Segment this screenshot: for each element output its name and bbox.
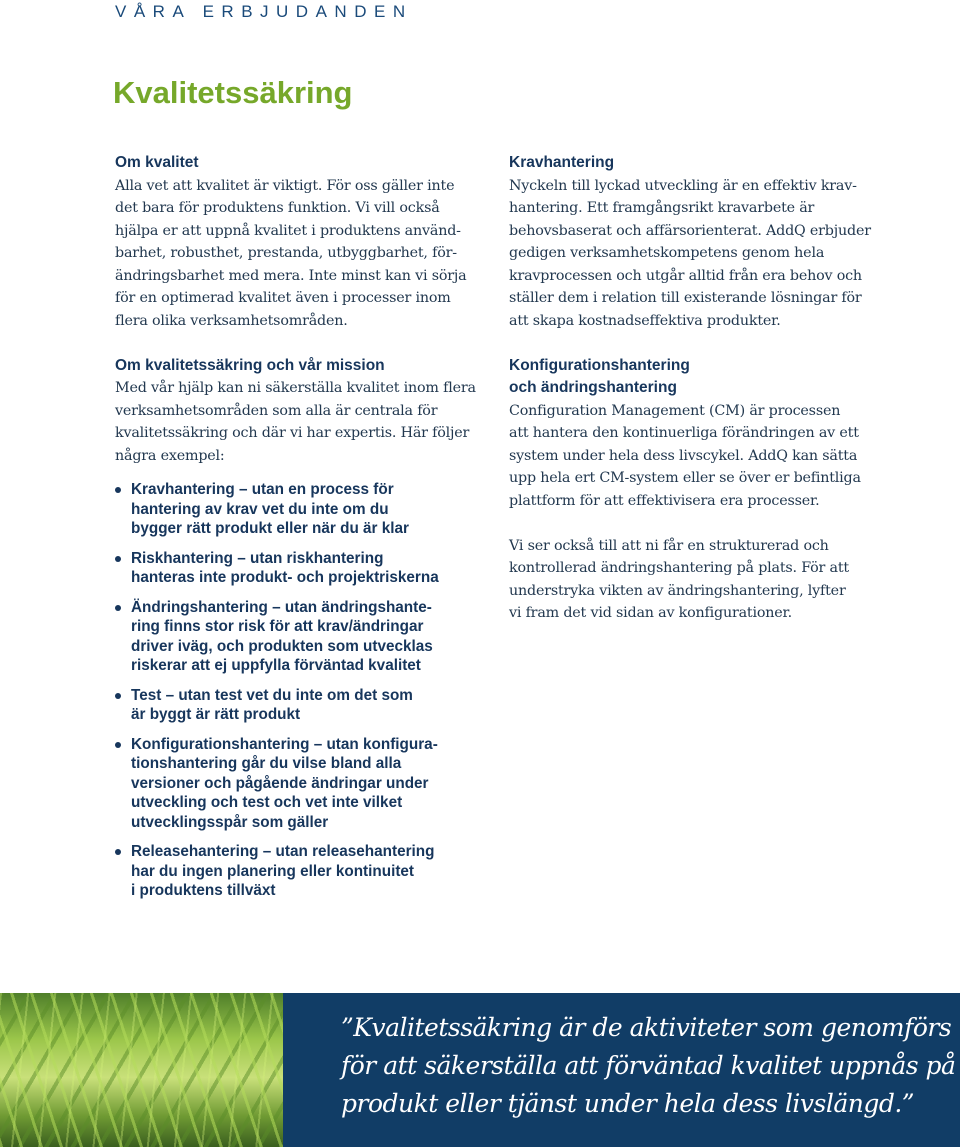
quote-line: produkt eller tjänst under hela dess livslängd.” [341,1089,915,1118]
bullet-icon [115,849,121,855]
text-line: understryka vikten av ändringshantering, lyfter [509,582,846,599]
right-column [509,152,871,625]
text-line: hjälpa er att uppnå kvalitet i produktens använd- [115,222,461,239]
left-column [115,152,476,911]
section-heading: Kravhantering [509,154,615,171]
list-item-line: i produktens tillväxt [131,882,276,899]
text-line: kontrollerad ändringshantering på plats. För att [509,560,849,576]
heading-line: och ändringshantering [509,379,677,396]
section-heading [509,355,859,400]
text-line: Vi ser också till att ni får en strukturerad och [509,537,829,554]
text-line: Med vår hjälp kan ni säkerställa kvalitet inom flera [115,380,476,396]
text-line: kravprocessen och utgår alltid från era behov och [509,267,862,284]
section-mission [115,355,476,901]
section-konfigurationshantering [509,355,859,625]
list-item-line: bygger rätt produkt eller när du är klar [131,520,409,537]
grass-photo [0,993,283,1147]
list-item [115,598,470,676]
text-line: det bara för produktens funktion. Vi vill också [115,200,440,216]
list-item [115,842,470,901]
list-item-line: Ändringshantering – utan ändringshante- [131,598,432,616]
section-body [115,377,476,467]
bullet-icon [115,487,121,493]
text-line: plattform för att effektivisera era processer. [509,492,820,509]
list-item [115,549,470,588]
list-item-line: Kravhantering – utan en process för [131,481,394,498]
list-item-line: utveckling och test och vet inte vilket [131,794,403,811]
section-body [509,175,871,333]
list-item-line: Releasehantering – utan releasehantering [131,843,435,860]
text-line: ändringsbarhet med mera. Inte minst kan vi sörja [115,267,467,284]
bullet-list [115,480,470,901]
list-item-line: hantering av krav vet du inte om du [131,500,389,518]
text-line: verksamhetsområden som alla är centrala för [115,402,438,419]
section-kravhantering [509,152,871,332]
list-item-line: Konfigurationshantering – utan konfigura- [131,735,438,753]
text-line: att skapa kostnadseffektiva produkter. [509,312,781,329]
section-body [509,400,859,513]
list-item-line: hanteras inte produkt- och projektriskerna [131,569,439,586]
text-line: vi fram det vid sidan av konfigurationer. [509,605,792,621]
section-om-kvalitet [115,152,470,332]
section-heading: Om kvalitet [115,154,199,171]
text-line: hantering. Ett framgångsrikt kravarbete är [509,200,815,216]
text-line: att hantera den kontinuerliga förändringen av ett [509,425,859,441]
section-body [115,175,470,333]
list-item [115,735,470,833]
bullet-icon [115,693,121,699]
section-eyebrow: VÅRA ERBJUDANDEN [115,2,413,21]
text-line: kvalitetssäkring och där vi har expertis. Här följer [115,425,470,441]
bullet-icon [115,605,121,611]
list-item [115,480,470,539]
page-title: Kvalitetssäkring [113,75,353,110]
text-line: ställer dem i relation till existerande lösningar för [509,290,862,306]
list-item-line: driver iväg, och produkten som utvecklas [131,637,433,655]
heading-line: Konfigurationshantering [509,356,690,374]
quote-line: ”Kvalitetssäkring är de aktiviteter som genomförs [341,1013,952,1042]
list-item-line: ring finns stor risk för att krav/ändringar [131,618,424,635]
list-item-line: riskerar att ej uppfylla förväntad kvalitet [131,657,421,674]
text-line: Alla vet att kvalitet är viktigt. För oss gäller inte [115,177,455,194]
text-line: behovsbaserat och affärsorienterat. AddQ erbjuder [509,222,871,239]
text-line: några exempel: [115,447,225,464]
text-line: barhet, robusthet, prestanda, utbyggbarhet, för- [115,245,457,261]
section-body-2 [509,535,859,625]
list-item-line: är byggt är rätt produkt [131,706,301,723]
list-item-line: utvecklingsspår som gäller [131,813,329,831]
text-line: gedigen verksamhetskompetens genom hela [509,245,825,261]
list-item-line: tionshantering går du vilse bland alla [131,755,402,772]
text-line: Nyckeln till lyckad utveckling är en effektiv krav- [509,177,857,194]
bullet-icon [115,742,121,748]
list-item [115,686,470,725]
section-heading: Om kvalitetssäkring och vår mission [115,356,385,374]
text-line: Configuration Management (CM) är processen [509,402,841,419]
list-item-line: Test – utan test vet du inte om det som [131,686,413,704]
bullet-icon [115,556,121,562]
list-item-line: har du ingen planering eller kontinuitet [131,862,415,880]
text-line: flera olika verksamhetsområden. [115,312,348,329]
text-line: för en optimerad kvalitet även i processer inom [115,290,451,306]
quote-line: för att säkerställa att förväntad kvalitet uppnås på [341,1051,956,1080]
banner-quote [341,1009,956,1123]
text-line: upp hela ert CM-system eller se över er befintliga [509,470,861,486]
list-item-line: Riskhantering – utan riskhantering [131,549,384,567]
text-line: system under hela dess livscykel. AddQ kan sätta [509,447,858,464]
list-item-line: versioner och pågående ändringar under [131,774,429,792]
